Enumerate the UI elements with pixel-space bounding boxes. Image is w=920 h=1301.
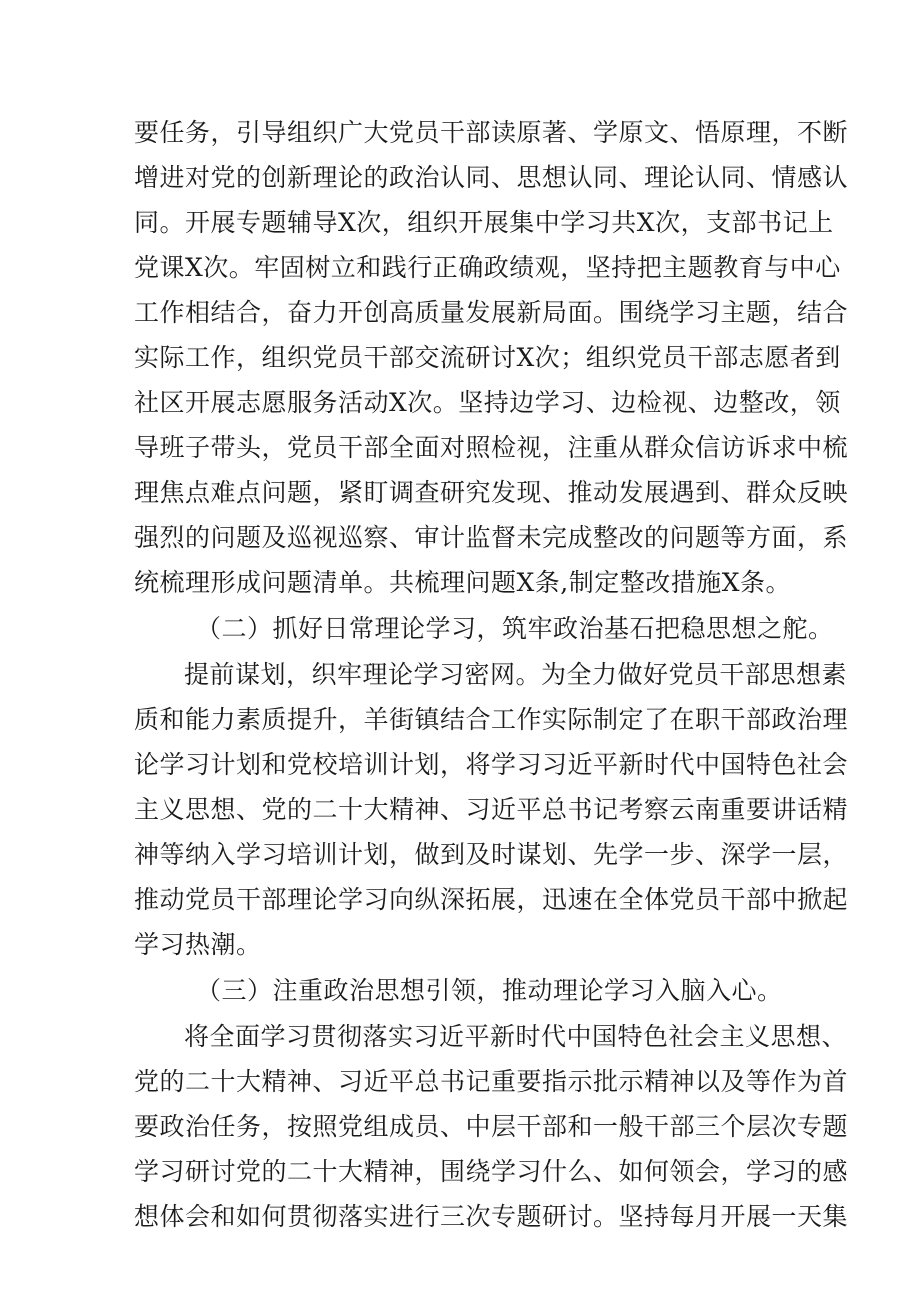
- paragraph-first-line: 将全面学习贯彻落实习近平新时代中国特色社会主义思想、: [184, 1022, 848, 1051]
- body-text-line: 党课X次。牢固树立和践行正确政绩观，坚持把主题教育与中心: [134, 253, 841, 282]
- body-text-line: 理焦点难点问题，紧盯调查研究发现、推动发展遇到、群众反映: [134, 478, 849, 507]
- body-text-line: 导班子带头，党员干部全面对照检视，注重从群众信访诉求中梳: [134, 433, 849, 462]
- section-heading-3: （三）注重政治思想引领，推动理论学习入脑入心。: [196, 976, 783, 1005]
- body-text-line: 想体会和如何贯彻落实进行三次专题研讨。坚持每月开展一天集: [134, 1202, 849, 1231]
- body-text-line: 论学习计划和党校培训计划，将学习习近平新时代中国特色社会: [134, 750, 849, 779]
- body-text-line: 同。开展专题辅导X次，组织开展集中学习共X次，支部书记上: [134, 208, 834, 237]
- body-text-line: 增进对党的创新理论的政治认同、思想认同、理论认同、情感认: [134, 163, 849, 192]
- body-text-line: 神等纳入学习培训计划，做到及时谋划、先学一步、深学一层，: [134, 840, 849, 869]
- body-text-line: 要政治任务，按照党组成员、中层干部和一般干部三个层次专题: [134, 1112, 849, 1141]
- section-heading-2: （二）抓好日常理论学习，筑牢政治基石把稳思想之舵。: [196, 614, 834, 643]
- body-text-line: 学习热潮。: [134, 930, 262, 959]
- body-text-line: 推动党员干部理论学习向纵深拓展，迅速在全体党员干部中掀起: [134, 885, 849, 914]
- body-text-line: 学习研讨党的二十大精神，围绕学习什么、如何领会，学习的感: [134, 1157, 849, 1186]
- body-text-line: 实际工作，组织党员干部交流研讨X次；组织党员干部志愿者到: [134, 343, 841, 372]
- body-text-line: 主义思想、党的二十大精神、习近平总书记考察云南重要讲话精: [134, 795, 849, 824]
- paragraph-first-line: 提前谋划，织牢理论学习密网。为全力做好党员干部思想素: [184, 660, 848, 689]
- body-text-line: 统梳理形成问题清单。共梳理问题X条,制定整改措施X条。: [134, 568, 792, 597]
- body-text-line: 党的二十大精神、习近平总书记重要指示批示精神以及等作为首: [134, 1067, 849, 1096]
- body-text-line: 社区开展志愿服务活动X次。坚持边学习、边检视、边整改，领: [134, 388, 841, 417]
- body-text-line: 质和能力素质提升，羊街镇结合工作实际制定了在职干部政治理: [134, 705, 849, 734]
- body-text-line: 强烈的问题及巡视巡察、审计监督未完成整改的问题等方面，系: [134, 523, 849, 552]
- body-text-line: 要任务，引导组织广大党员干部读原著、学原文、悟原理，不断: [134, 118, 849, 147]
- body-text-line: 工作相结合，奋力开创高质量发展新局面。围绕学习主题，结合: [134, 298, 849, 327]
